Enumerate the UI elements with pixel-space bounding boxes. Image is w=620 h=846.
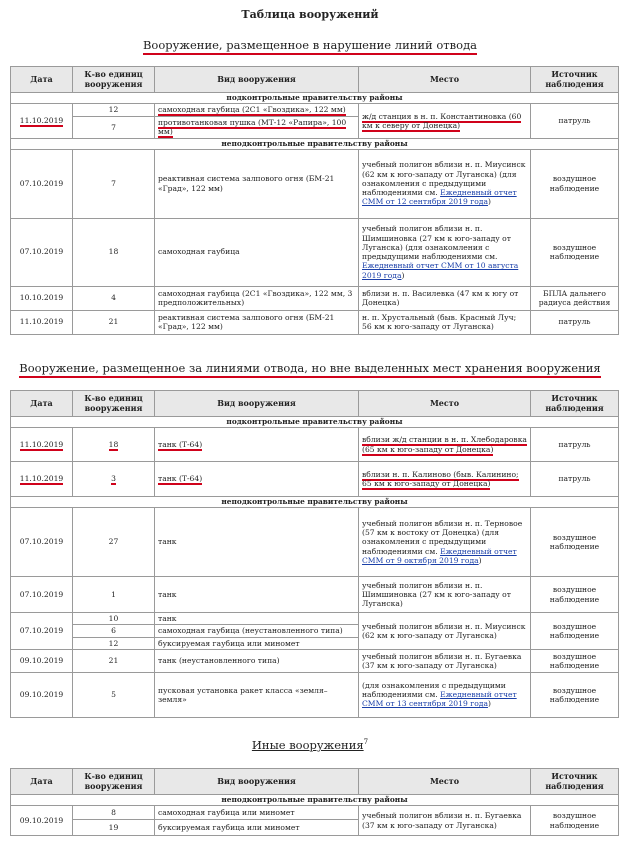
place-text: (для ознакомления с предыдущими наблюдениями см. xyxy=(362,680,506,700)
cell-weapon: буксируемая гаубица или миномет xyxy=(155,637,359,649)
place-tail: ) xyxy=(487,197,491,207)
group-row-controlled: подконтрольные правительству районы xyxy=(11,93,619,104)
table-row xyxy=(11,806,619,820)
report-link[interactable]: Ежедневный отчет СММ от 9 октября 2019 года xyxy=(362,546,517,565)
place-text: учебный полигон вблизи н. п. Терновое (57 км к востоку от Донецка) (для ознакомления с предыдущими наблюдениями см. xyxy=(362,518,523,556)
cell-source: воздушное наблюдение xyxy=(531,508,619,577)
cell-weapon: самоходная гаубица или миномет xyxy=(155,806,359,820)
cell-source: воздушное наблюдение xyxy=(531,806,619,836)
cell-place xyxy=(359,672,531,717)
group-row-uncontrolled: неподконтрольные правительству районы xyxy=(11,795,619,806)
cell-qty: 21 xyxy=(73,649,155,672)
col-header-weapon: Вид вооружения xyxy=(155,67,359,93)
place-tail: ) xyxy=(401,270,405,280)
report-link[interactable]: Ежедневный отчет СММ от 12 сентября 2019 года xyxy=(362,188,517,207)
cell-weapon: танк xyxy=(155,613,359,625)
place-text: учебный полигон вблизи н. п. Шимшиновка (27 км к юго-западу от Луганска) (для ознакомления с предыдущими наблюдениями см. xyxy=(362,224,511,261)
table-row xyxy=(11,286,619,310)
cell-source: воздушное наблюдение xyxy=(531,649,619,672)
col-header-source: Источник наблюдения xyxy=(531,391,619,417)
table-row xyxy=(11,104,619,117)
document-title: Таблица вооружений xyxy=(241,8,379,21)
col-header-weapon: Вид вооружения xyxy=(155,769,359,795)
cell-qty: 4 xyxy=(73,286,155,310)
cell-qty: 27 xyxy=(73,508,155,577)
qty-text: 3 xyxy=(111,474,116,484)
cell-date: 07.10.2019 xyxy=(11,613,73,650)
cell-qty: 12 xyxy=(73,104,155,117)
cell-place xyxy=(359,104,531,139)
table-row xyxy=(11,672,619,717)
table-row xyxy=(11,613,619,625)
place-text: ж/д станция в н. п. Константиновка (60 км к северу от Донецка) xyxy=(362,111,522,130)
table-row xyxy=(11,462,619,497)
cell-source: воздушное наблюдение xyxy=(531,672,619,717)
cell-weapon: танк xyxy=(155,508,359,577)
weapon-text: противотанковая пушка (МТ-12 «Рапира», 100 мм) xyxy=(158,118,347,137)
cell-date: 07.10.2019 xyxy=(11,577,73,613)
cell-source: БПЛА дальнего радиуса действия xyxy=(531,286,619,310)
cell-source: воздушное наблюдение xyxy=(531,577,619,613)
table-row xyxy=(11,577,619,613)
col-header-place: Место xyxy=(359,391,531,417)
section2-title-text: Вооружение, размещенное за линиями отвода, но вне выделенных мест хранения вооружения xyxy=(19,361,600,378)
cell-qty: 8 xyxy=(73,806,155,820)
table-row xyxy=(11,649,619,672)
col-header-date: Дата xyxy=(11,769,73,795)
col-header-qty: К-во единиц вооружения xyxy=(73,67,155,93)
weapon-text: танк (Т-64) xyxy=(158,439,203,449)
cell-weapon: самоходная гаубица (2С1 «Гвоздика», 122 мм, 3 предположительных) xyxy=(155,286,359,310)
table-row xyxy=(11,508,619,577)
cell-date: 07.10.2019 xyxy=(11,149,73,218)
cell-date: 07.10.2019 xyxy=(11,218,73,286)
cell-place: учебный полигон вблизи н. п. Миусинск (62 км к юго-западу от Луганска) xyxy=(359,613,531,650)
cell-weapon xyxy=(155,462,359,497)
cell-place: вблизи н. п. Василевка (47 км к югу от Донецка) xyxy=(359,286,531,310)
cell-date xyxy=(11,462,73,497)
cell-qty: 21 xyxy=(73,310,155,334)
table-header-row xyxy=(11,769,619,795)
place-text: вблизи ж/д станции в н. п. Хлебодаровка (65 км к юго-западу от Донецка) xyxy=(362,435,527,454)
cell-weapon: пусковая установка ракет класса «земля–земля» xyxy=(155,672,359,717)
place-tail: ) xyxy=(487,699,491,709)
col-header-source: Источник наблюдения xyxy=(531,67,619,93)
cell-weapon: танк (неустановленного типа) xyxy=(155,649,359,672)
place-text: вблизи н. п. Калиново (быв. Калинино; 65 км к юго-западу от Донецка) xyxy=(362,469,519,488)
col-header-place: Место xyxy=(359,67,531,93)
weapon-text: самоходная гаубица (2С1 «Гвоздика», 122 мм) xyxy=(158,105,346,115)
table-row xyxy=(11,149,619,218)
cell-source: патруль xyxy=(531,462,619,497)
cell-date: 09.10.2019 xyxy=(11,672,73,717)
report-link[interactable]: Ежедневный отчет СММ от 10 августа 2019 года xyxy=(362,261,519,280)
col-header-qty: К-во единиц вооружения xyxy=(73,769,155,795)
cell-qty xyxy=(73,462,155,497)
cell-qty: 7 xyxy=(73,117,155,139)
cell-qty: 18 xyxy=(73,218,155,286)
cell-source: патруль xyxy=(531,104,619,139)
cell-weapon xyxy=(155,104,359,117)
col-header-date: Дата xyxy=(11,391,73,417)
cell-qty: 1 xyxy=(73,577,155,613)
date-text: 11.10.2019 xyxy=(19,116,64,126)
table-row xyxy=(11,310,619,334)
cell-date: 10.10.2019 xyxy=(11,286,73,310)
date-text: 11.10.2019 xyxy=(19,474,64,484)
table-row xyxy=(11,218,619,286)
cell-place xyxy=(359,218,531,286)
section1-table xyxy=(10,66,619,335)
cell-date: 11.10.2019 xyxy=(11,310,73,334)
section3-title xyxy=(0,738,620,752)
cell-date: 09.10.2019 xyxy=(11,649,73,672)
footnote-marker[interactable]: 7 xyxy=(363,738,369,747)
cell-place: н. п. Хрустальный (быв. Красный Луч; 56 км к юго-западу от Луганска) xyxy=(359,310,531,334)
report-link[interactable]: Ежедневный отчет СММ от 13 сентября 2019 года xyxy=(362,690,517,709)
cell-weapon xyxy=(155,117,359,139)
col-header-place: Место xyxy=(359,769,531,795)
cell-qty: 6 xyxy=(73,625,155,637)
cell-weapon: реактивная система залпового огня (БМ-21 «Град», 122 мм) xyxy=(155,310,359,334)
section3-table xyxy=(10,768,619,836)
col-header-qty: К-во единиц вооружения xyxy=(73,391,155,417)
cell-date xyxy=(11,428,73,462)
weapon-text: танк (Т-64) xyxy=(158,474,203,484)
cell-weapon xyxy=(155,428,359,462)
cell-source: воздушное наблюдение xyxy=(531,613,619,650)
cell-place xyxy=(359,149,531,218)
table-header-row xyxy=(11,391,619,417)
cell-qty: 7 xyxy=(73,149,155,218)
place-text: учебный полигон вблизи н. п. Миусинск (62 км к юго-западу от Луганска) (для ознакомления с предыдущими наблюдениями см. xyxy=(362,160,526,198)
table-row xyxy=(11,428,619,462)
cell-qty xyxy=(73,428,155,462)
cell-place: учебный полигон вблизи н. п. Бугаевка (37 км к юго-западу от Луганска) xyxy=(359,806,531,836)
date-text: 11.10.2019 xyxy=(19,439,64,449)
group-row-controlled: подконтрольные правительству районы xyxy=(11,417,619,428)
cell-place xyxy=(359,428,531,462)
cell-place xyxy=(359,462,531,497)
group-row-uncontrolled: неподконтрольные правительству районы xyxy=(11,138,619,149)
cell-qty: 10 xyxy=(73,613,155,625)
cell-place: учебный полигон вблизи н. п. Шимшиновка (27 км к юго-западу от Луганска) xyxy=(359,577,531,613)
cell-qty: 19 xyxy=(73,820,155,836)
group-row-uncontrolled: неподконтрольные правительству районы xyxy=(11,497,619,508)
cell-date: 09.10.2019 xyxy=(11,806,73,836)
section3-title-text: Иные вооружения xyxy=(251,738,364,752)
section1-title xyxy=(0,38,620,52)
col-header-date: Дата xyxy=(11,67,73,93)
section1-title-text: Вооружение, размещенное в нарушение линий отвода xyxy=(143,38,477,55)
section2-title xyxy=(0,361,620,375)
cell-qty: 5 xyxy=(73,672,155,717)
cell-source: воздушное наблюдение xyxy=(531,149,619,218)
cell-weapon: буксируемая гаубица или миномет xyxy=(155,820,359,836)
cell-source: воздушное наблюдение xyxy=(531,218,619,286)
cell-weapon: самоходная гаубица xyxy=(155,218,359,286)
cell-place xyxy=(359,508,531,577)
cell-weapon: самоходная гаубица (неустановленного типа) xyxy=(155,625,359,637)
col-header-source: Источник наблюдения xyxy=(531,769,619,795)
cell-date: 07.10.2019 xyxy=(11,508,73,577)
cell-date xyxy=(11,104,73,139)
table-header-row xyxy=(11,67,619,93)
section2-table xyxy=(10,390,619,718)
cell-weapon: танк xyxy=(155,577,359,613)
col-header-weapon: Вид вооружения xyxy=(155,391,359,417)
cell-place: учебный полигон вблизи н. п. Бугаевка (37 км к юго-западу от Луганска) xyxy=(359,649,531,672)
qty-text: 18 xyxy=(108,439,119,449)
cell-qty: 12 xyxy=(73,637,155,649)
cell-source: патруль xyxy=(531,310,619,334)
cell-source: патруль xyxy=(531,428,619,462)
place-tail: ) xyxy=(478,555,482,565)
cell-weapon: реактивная система залпового огня (БМ-21 «Град», 122 мм) xyxy=(155,149,359,218)
